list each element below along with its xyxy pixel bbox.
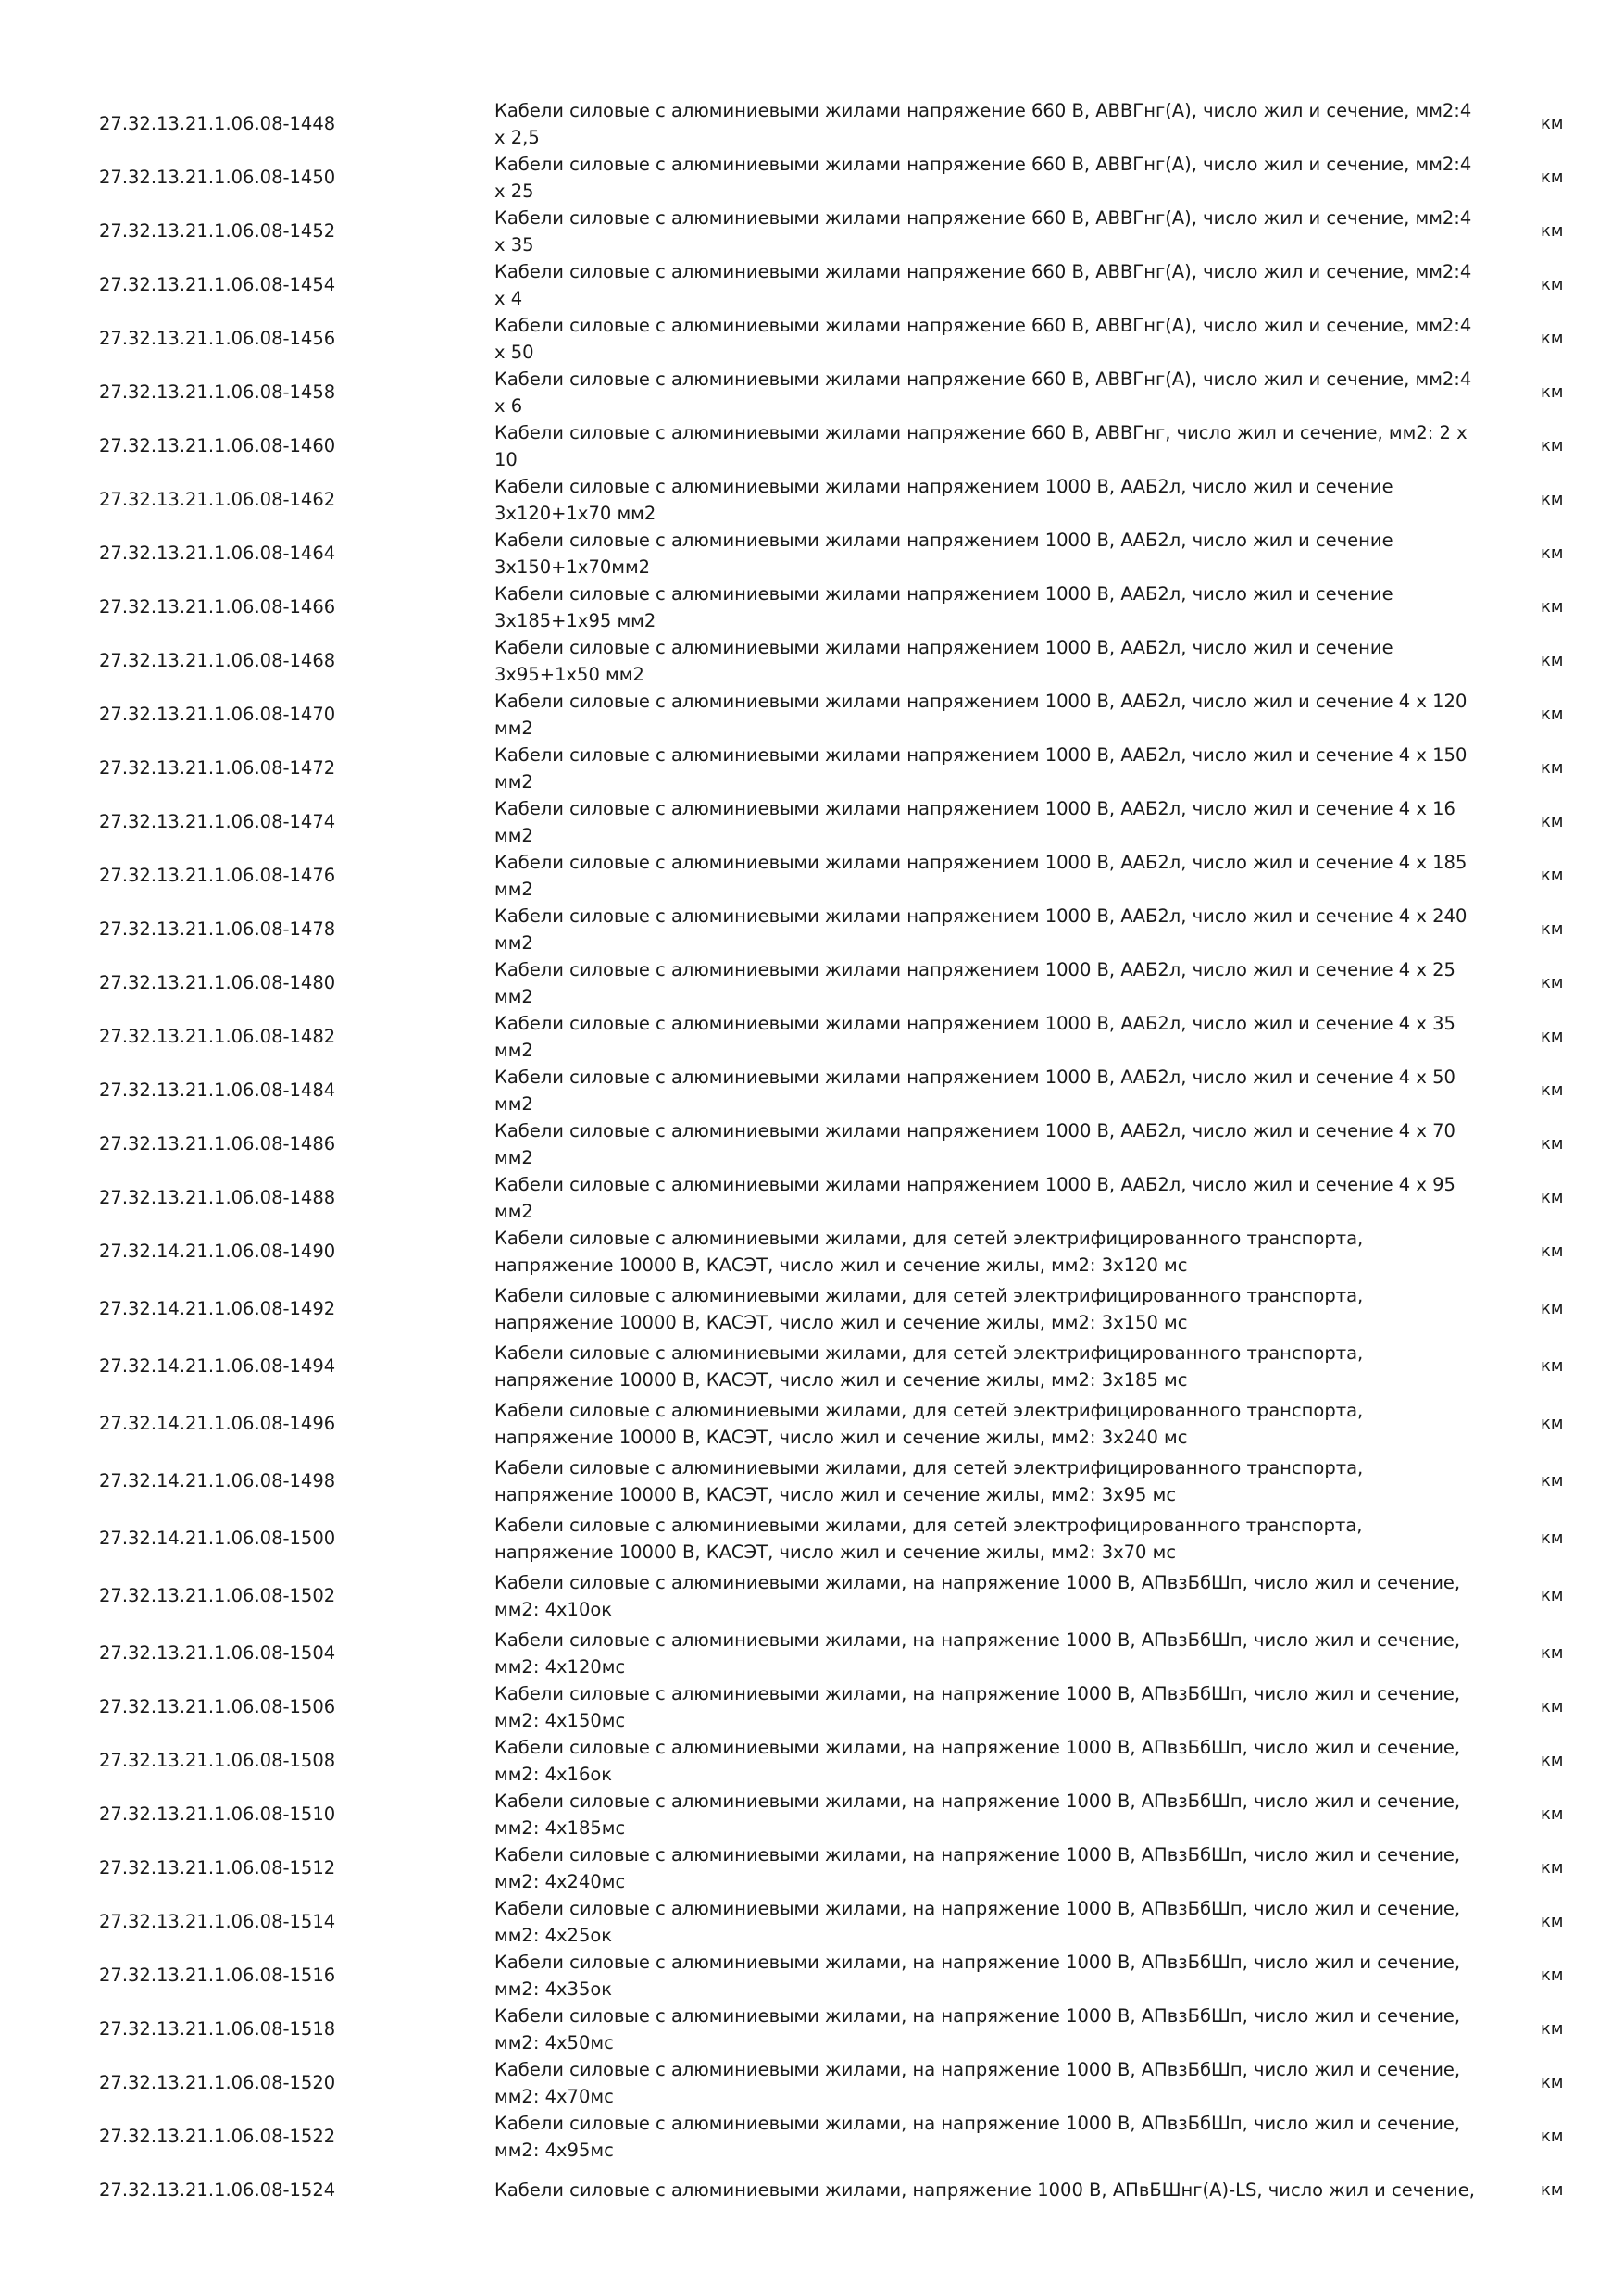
description-line: Кабели силовые с алюминиевыми жилами, для сетей электрифицированного транспорта, xyxy=(494,1228,1364,1249)
item-description xyxy=(494,1454,1476,1508)
item-description xyxy=(494,258,1476,312)
item-description xyxy=(494,580,1476,634)
item-unit: км xyxy=(1541,1697,1564,1716)
item-unit: км xyxy=(1541,2180,1564,2200)
item-description xyxy=(494,849,1476,903)
description-line: мм2: 4х16ок xyxy=(494,1764,613,1785)
item-description xyxy=(494,1064,1476,1117)
description-line: Кабели силовые с алюминиевыми жилами, на напряжение 1000 В, АПвзБбШп, число жил и сечение, xyxy=(494,1737,1461,1758)
item-description xyxy=(494,312,1476,366)
item-code: 27.32.13.21.1.06.08-1468 xyxy=(99,650,336,671)
item-description xyxy=(494,742,1476,795)
item-unit: км xyxy=(1541,1134,1564,1154)
item-description xyxy=(494,1680,1476,1734)
description-line: Кабели силовые с алюминиевыми жилами напряжением 1000 В, ААБ2л, число жил и сечение xyxy=(494,530,1393,551)
description-line: Кабели силовые с алюминиевыми жилами, для сетей электрифицированного транспорта, xyxy=(494,1342,1364,1364)
description-line: Кабели силовые с алюминиевыми жилами, на напряжение 1000 В, АПвзБбШп, число жил и сечение, xyxy=(494,1683,1461,1704)
description-line: Кабели силовые с алюминиевыми жилами напряжение 660 В, АВВГнг(А), число жил и сечение, мм2:4 xyxy=(494,315,1472,336)
item-code: 27.32.13.21.1.06.08-1456 xyxy=(99,328,336,349)
item-code: 27.32.13.21.1.06.08-1520 xyxy=(99,2072,336,2093)
description-line: Кабели силовые с алюминиевыми жилами напряжение 660 В, АВВГнг, число жил и сечение, мм2: 2 х xyxy=(494,422,1468,443)
description-line: х 25 xyxy=(494,181,534,202)
item-description xyxy=(494,151,1476,205)
item-code: 27.32.13.21.1.06.08-1504 xyxy=(99,1642,336,1664)
item-description xyxy=(494,419,1476,473)
description-line: напряжение 10000 В, КАСЭТ, число жил и сечение жилы, мм2: 3х240 мс xyxy=(494,1427,1188,1448)
description-line: Кабели силовые с алюминиевыми жилами, для сетей электрифицированного транспорта, xyxy=(494,1285,1364,1306)
item-description xyxy=(494,2003,1476,2056)
item-description xyxy=(494,1282,1476,1336)
item-code: 27.32.14.21.1.06.08-1490 xyxy=(99,1241,336,1262)
item-unit: км xyxy=(1541,1080,1564,1100)
item-code: 27.32.14.21.1.06.08-1494 xyxy=(99,1355,336,1377)
description-line: мм2: 4х150мс xyxy=(494,1710,626,1731)
description-line: мм2: 4х25ок xyxy=(494,1925,613,1946)
item-description xyxy=(494,1397,1476,1451)
item-unit: км xyxy=(1541,436,1564,455)
description-line: Кабели силовые с алюминиевыми жилами, на напряжение 1000 В, АПвзБбШп, число жил и сечение, xyxy=(494,2059,1461,2080)
description-line: мм2: 4х185мс xyxy=(494,1817,626,1839)
item-description xyxy=(494,634,1476,688)
item-code: 27.32.13.21.1.06.08-1478 xyxy=(99,918,336,940)
item-description xyxy=(494,97,1476,151)
item-description xyxy=(494,1841,1476,1895)
item-code: 27.32.13.21.1.06.08-1458 xyxy=(99,381,336,403)
item-unit: км xyxy=(1541,1529,1564,1548)
description-line: Кабели силовые с алюминиевыми жилами напряжением 1000 В, ААБ2л, число жил и сечение 4 х 50 xyxy=(494,1067,1455,1088)
description-line: х 6 xyxy=(494,395,523,417)
description-line: Кабели силовые с алюминиевыми жилами, на напряжение 1000 В, АПвзБбШп, число жил и сечение, xyxy=(494,2005,1461,2027)
description-line: х 2,5 xyxy=(494,127,540,148)
description-line: мм2: 4х10ок xyxy=(494,1599,613,1620)
description-line: мм2 xyxy=(494,1093,533,1115)
item-unit: км xyxy=(1541,1912,1564,1931)
description-line: Кабели силовые с алюминиевыми жилами, на напряжение 1000 В, АПвзБбШп, число жил и сечение, xyxy=(494,1572,1461,1593)
description-line: Кабели силовые с алюминиевыми жилами, на напряжение 1000 В, АПвзБбШп, число жил и сечение, xyxy=(494,1629,1461,1651)
item-unit: км xyxy=(1541,114,1564,133)
item-code: 27.32.13.21.1.06.08-1524 xyxy=(99,2179,336,2201)
item-code: 27.32.13.21.1.06.08-1450 xyxy=(99,167,336,188)
item-description xyxy=(494,688,1476,742)
description-line: х 4 xyxy=(494,288,523,309)
description-line: 3х120+1х70 мм2 xyxy=(494,503,656,524)
description-line: Кабели силовые с алюминиевыми жилами, для сетей электрифицированного транспорта, xyxy=(494,1400,1364,1421)
item-description xyxy=(494,1895,1476,1949)
item-unit: км xyxy=(1541,543,1564,563)
description-line: напряжение 10000 В, КАСЭТ, число жил и сечение жилы, мм2: 3х150 мс xyxy=(494,1312,1188,1333)
item-code: 27.32.13.21.1.06.08-1452 xyxy=(99,220,336,242)
description-line: мм2: 4х35ок xyxy=(494,1978,613,2000)
description-line: мм2 xyxy=(494,771,533,792)
description-line: Кабели силовые с алюминиевыми жилами, на напряжение 1000 В, АПвзБбШп, число жил и сечение, xyxy=(494,2113,1461,2134)
description-line: мм2 xyxy=(494,718,533,739)
description-line: х 35 xyxy=(494,234,534,256)
description-line: 10 xyxy=(494,449,518,470)
description-line: мм2 xyxy=(494,1040,533,1061)
item-code: 27.32.13.21.1.06.08-1454 xyxy=(99,274,336,295)
item-description xyxy=(494,1788,1476,1841)
item-unit: км xyxy=(1541,2019,1564,2039)
description-line: Кабели силовые с алюминиевыми жилами, на напряжение 1000 В, АПвзБбШп, число жил и сечение, xyxy=(494,1898,1461,1919)
description-line: мм2 xyxy=(494,879,533,900)
item-unit: км xyxy=(1541,168,1564,187)
item-code: 27.32.13.21.1.06.08-1466 xyxy=(99,596,336,618)
item-unit: км xyxy=(1541,490,1564,509)
item-description xyxy=(494,1340,1476,1393)
item-unit: км xyxy=(1541,1586,1564,1605)
description-line: мм2 xyxy=(494,932,533,954)
item-description xyxy=(494,1734,1476,1788)
item-code: 27.32.13.21.1.06.08-1460 xyxy=(99,435,336,456)
item-code: 27.32.14.21.1.06.08-1500 xyxy=(99,1528,336,1549)
item-unit: км xyxy=(1541,1027,1564,1046)
item-description xyxy=(494,527,1476,580)
item-code: 27.32.13.21.1.06.08-1482 xyxy=(99,1026,336,1047)
description-line: Кабели силовые с алюминиевыми жилами напряжение 660 В, АВВГнг(А), число жил и сечение, мм2:4 xyxy=(494,154,1472,175)
item-unit: км xyxy=(1541,973,1564,992)
description-line: х 50 xyxy=(494,342,534,363)
item-unit: км xyxy=(1541,919,1564,939)
description-line: мм2 xyxy=(494,1201,533,1222)
item-code: 27.32.13.21.1.06.08-1488 xyxy=(99,1187,336,1208)
item-unit: км xyxy=(1541,1242,1564,1261)
description-line: Кабели силовые с алюминиевыми жилами, напряжение 1000 В, АПвБШнг(А)-LS, число жил и сечение, xyxy=(494,2179,1475,2201)
item-unit: км xyxy=(1541,1643,1564,1663)
item-code: 27.32.13.21.1.06.08-1486 xyxy=(99,1133,336,1154)
item-unit: км xyxy=(1541,1804,1564,1824)
item-code: 27.32.13.21.1.06.08-1502 xyxy=(99,1585,336,1606)
item-code: 27.32.13.21.1.06.08-1464 xyxy=(99,543,336,564)
item-code: 27.32.13.21.1.06.08-1518 xyxy=(99,2018,336,2040)
item-unit: км xyxy=(1541,1471,1564,1491)
description-line: мм2: 4х120мс xyxy=(494,1656,626,1678)
description-line: Кабели силовые с алюминиевыми жилами напряжением 1000 В, ААБ2л, число жил и сечение xyxy=(494,583,1393,605)
item-description xyxy=(494,1225,1476,1279)
description-line: напряжение 10000 В, КАСЭТ, число жил и сечение жилы, мм2: 3х95 мс xyxy=(494,1484,1177,1505)
item-description xyxy=(494,2177,1476,2203)
item-unit: км xyxy=(1541,221,1564,241)
item-unit: км xyxy=(1541,1299,1564,1318)
item-description xyxy=(494,473,1476,527)
description-line: 3х95+1х50 мм2 xyxy=(494,664,644,685)
item-code: 27.32.13.21.1.06.08-1510 xyxy=(99,1803,336,1825)
description-line: мм2 xyxy=(494,1147,533,1168)
description-line: мм2: 4х50мс xyxy=(494,2032,614,2053)
description-line: Кабели силовые с алюминиевыми жилами, на напряжение 1000 В, АПвзБбШп, число жил и сечение, xyxy=(494,1791,1461,1812)
description-line: мм2 xyxy=(494,986,533,1007)
description-line: Кабели силовые с алюминиевыми жилами, на напряжение 1000 В, АПвзБбШп, число жил и сечение, xyxy=(494,1844,1461,1866)
description-line: Кабели силовые с алюминиевыми жилами напряжением 1000 В, ААБ2л, число жил и сечение xyxy=(494,637,1393,658)
item-code: 27.32.13.21.1.06.08-1476 xyxy=(99,865,336,886)
item-unit: км xyxy=(1541,275,1564,294)
item-description xyxy=(494,1010,1476,1064)
description-line: Кабели силовые с алюминиевыми жилами напряжение 660 В, АВВГнг(А), число жил и сечение, мм2:4 xyxy=(494,207,1472,229)
description-line: Кабели силовые с алюминиевыми жилами напряжение 660 В, АВВГнг(А), число жил и сечение, мм2:4 xyxy=(494,100,1472,121)
description-line: мм2: 4х240мс xyxy=(494,1871,626,1892)
description-line: мм2 xyxy=(494,825,533,846)
item-code: 27.32.13.21.1.06.08-1462 xyxy=(99,489,336,510)
item-unit: км xyxy=(1541,866,1564,885)
item-code: 27.32.13.21.1.06.08-1506 xyxy=(99,1696,336,1717)
item-description xyxy=(494,1569,1476,1623)
description-line: мм2: 4х95мс xyxy=(494,2140,614,2161)
item-unit: км xyxy=(1541,1965,1564,1985)
item-description xyxy=(494,1627,1476,1680)
item-unit: км xyxy=(1541,812,1564,831)
description-line: Кабели силовые с алюминиевыми жилами напряжение 660 В, АВВГнг(А), число жил и сечение, мм2:4 xyxy=(494,368,1472,390)
item-code: 27.32.13.21.1.06.08-1508 xyxy=(99,1750,336,1771)
item-code: 27.32.14.21.1.06.08-1496 xyxy=(99,1413,336,1434)
description-line: мм2: 4х70мс xyxy=(494,2086,614,2107)
item-code: 27.32.14.21.1.06.08-1498 xyxy=(99,1470,336,1491)
description-line: Кабели силовые с алюминиевыми жилами напряжением 1000 В, ААБ2л, число жил и сечение 4 х 25 xyxy=(494,959,1455,980)
item-code: 27.32.13.21.1.06.08-1484 xyxy=(99,1079,336,1101)
item-code: 27.32.13.21.1.06.08-1474 xyxy=(99,811,336,832)
description-line: напряжение 10000 В, КАСЭТ, число жил и сечение жилы, мм2: 3х70 мс xyxy=(494,1541,1177,1563)
item-unit: км xyxy=(1541,1751,1564,1770)
item-unit: км xyxy=(1541,329,1564,348)
item-code: 27.32.13.21.1.06.08-1448 xyxy=(99,113,336,134)
item-code: 27.32.13.21.1.06.08-1522 xyxy=(99,2126,336,2147)
description-line: Кабели силовые с алюминиевыми жилами напряжением 1000 В, ААБ2л, число жил и сечение 4 х 185 xyxy=(494,852,1468,873)
item-code: 27.32.13.21.1.06.08-1516 xyxy=(99,1965,336,1986)
description-line: напряжение 10000 В, КАСЭТ, число жил и сечение жилы, мм2: 3х185 мс xyxy=(494,1369,1188,1391)
item-unit: км xyxy=(1541,1858,1564,1878)
description-line: Кабели силовые с алюминиевыми жилами напряжением 1000 В, ААБ2л, число жил и сечение 4 х 120 xyxy=(494,691,1468,712)
item-code: 27.32.13.21.1.06.08-1480 xyxy=(99,972,336,993)
item-unit: км xyxy=(1541,1188,1564,1207)
description-line: Кабели силовые с алюминиевыми жилами напряжением 1000 В, ААБ2л, число жил и сечение 4 х 70 xyxy=(494,1120,1455,1142)
description-line: Кабели силовые с алюминиевыми жилами напряжением 1000 В, ААБ2л, число жил и сечение 4 х 240 xyxy=(494,905,1468,927)
item-description xyxy=(494,366,1476,419)
item-description xyxy=(494,1171,1476,1225)
item-description xyxy=(494,903,1476,956)
description-line: Кабели силовые с алюминиевыми жилами напряжением 1000 В, ААБ2л, число жил и сечение 4 х 95 xyxy=(494,1174,1455,1195)
item-code: 27.32.13.21.1.06.08-1472 xyxy=(99,757,336,779)
item-description xyxy=(494,2110,1476,2164)
item-description xyxy=(494,1512,1476,1566)
description-line: Кабели силовые с алюминиевыми жилами, для сетей электрофицированного транспорта, xyxy=(494,1515,1363,1536)
description-line: Кабели силовые с алюминиевыми жилами, на напряжение 1000 В, АПвзБбШп, число жил и сечение, xyxy=(494,1952,1461,1973)
item-code: 27.32.13.21.1.06.08-1512 xyxy=(99,1857,336,1878)
description-line: Кабели силовые с алюминиевыми жилами напряжением 1000 В, ААБ2л, число жил и сечение 4 х 16 xyxy=(494,798,1455,819)
description-line: напряжение 10000 В, КАСЭТ, число жил и сечение жилы, мм2: 3х120 мс xyxy=(494,1254,1188,1276)
item-description xyxy=(494,1117,1476,1171)
item-code: 27.32.13.21.1.06.08-1514 xyxy=(99,1911,336,1932)
item-unit: км xyxy=(1541,597,1564,617)
description-line: Кабели силовые с алюминиевыми жилами напряжение 660 В, АВВГнг(А), число жил и сечение, мм2:4 xyxy=(494,261,1472,282)
item-description xyxy=(494,795,1476,849)
item-unit: км xyxy=(1541,651,1564,670)
item-description xyxy=(494,1949,1476,2003)
item-unit: км xyxy=(1541,758,1564,778)
item-unit: км xyxy=(1541,705,1564,724)
description-line: Кабели силовые с алюминиевыми жилами напряжением 1000 В, ААБ2л, число жил и сечение 4 х 35 xyxy=(494,1013,1455,1034)
item-code: 27.32.14.21.1.06.08-1492 xyxy=(99,1298,336,1319)
description-line: Кабели силовые с алюминиевыми жилами, для сетей электрифицированного транспорта, xyxy=(494,1457,1364,1479)
item-description xyxy=(494,205,1476,258)
item-unit: км xyxy=(1541,1414,1564,1433)
description-line: 3х150+1х70мм2 xyxy=(494,556,651,578)
description-line: Кабели силовые с алюминиевыми жилами напряжением 1000 В, ААБ2л, число жил и сечение xyxy=(494,476,1393,497)
item-unit: км xyxy=(1541,1356,1564,1376)
item-unit: км xyxy=(1541,2127,1564,2146)
item-unit: км xyxy=(1541,2073,1564,2092)
description-line: 3х185+1х95 мм2 xyxy=(494,610,656,631)
item-description xyxy=(494,2056,1476,2110)
description-line: Кабели силовые с алюминиевыми жилами напряжением 1000 В, ААБ2л, число жил и сечение 4 х 150 xyxy=(494,744,1468,766)
item-code: 27.32.13.21.1.06.08-1470 xyxy=(99,704,336,725)
item-unit: км xyxy=(1541,382,1564,402)
item-description xyxy=(494,956,1476,1010)
